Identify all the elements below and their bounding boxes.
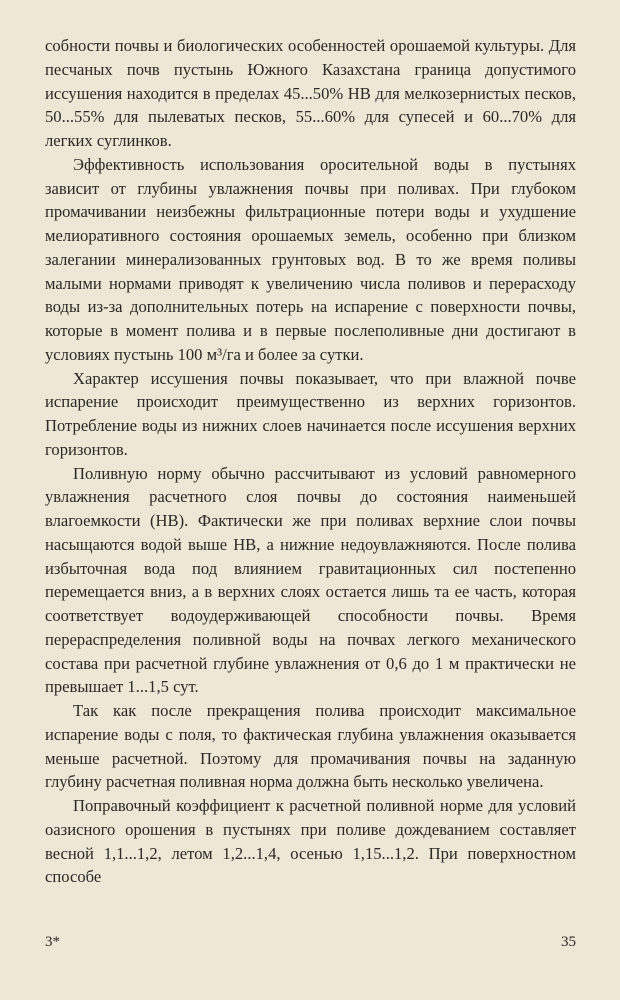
paragraph-1: собности почвы и биологических особенностей орошаемой культуры. Для песчаных почв пустынь Южного Казахстана граница допустимого иссушения находится в пределах 45...50% НВ для мелкозернистых песков, 50...55% для пылеватых песков, 55...60% для супесей и 60...70% для легких суглинков.	[45, 36, 576, 150]
paragraph-6: Поправочный коэффициент к расчетной поливной норме для условий оазисного орошения в пустынях при поливе дождеванием составляет весной 1,1...1,2, летом 1,2...1,4, осенью 1,15...1,2. При поверхностном способе	[45, 796, 576, 887]
signature-mark: 3*	[45, 934, 60, 950]
paragraph-5: Так как после прекращения полива происходит максимальное испарение воды с поля, то фактическая глубина увлажнения оказывается меньше расчетной. Поэтому для промачивания почвы на заданную глубину расчетная поливная норма должна быть несколько увеличена.	[45, 701, 576, 792]
body-text	[45, 34, 576, 889]
page-number: 35	[561, 934, 576, 950]
paragraph-4: Поливную норму обычно рассчитывают из условий равномерного увлажнения расчетного слоя почвы до состояния наименьшей влагоемкости (НВ). Фактически же при поливах верхние слои почвы насыщаются водой выше НВ, а нижние недоувлажняются. После полива избыточная вода под влиянием гравитационных сил постепенно перемещается вниз, а в верхних слоях остается лишь та ее часть, которая соответствует водоудерживающей способности почвы. Время перераспределения поливной воды на почвах легкого механического состава при расчетной глубине увлажнения от 0,6 до 1 м практически не превышает 1...1,5 сут.	[45, 463, 576, 697]
paragraph-2: Эффективность использования оросительной воды в пустынях зависит от глубины увлажнения почвы при поливах. При глубоком промачивании неизбежны фильтрационные потери воды и ухудшение мелиоративного состояния орошаемых земель, особенно при близком залегании минерализованных грунтовых вод. В то же время поливы малыми нормами приводят к увеличению числа поливов и перерасходу воды из-за дополнительных потерь на испарение с поверхности почвы, которые в момент полива и в первые послеполивные дни достигают в условиях пустынь 100 м³/га и более за сутки.	[45, 154, 576, 364]
paragraph-3: Характер иссушения почвы показывает, что при влажной почве испарение происходит преимущественно из верхних горизонтов. Потребление воды из нижних слоев начинается после иссушения верхних горизонтов.	[45, 368, 576, 459]
